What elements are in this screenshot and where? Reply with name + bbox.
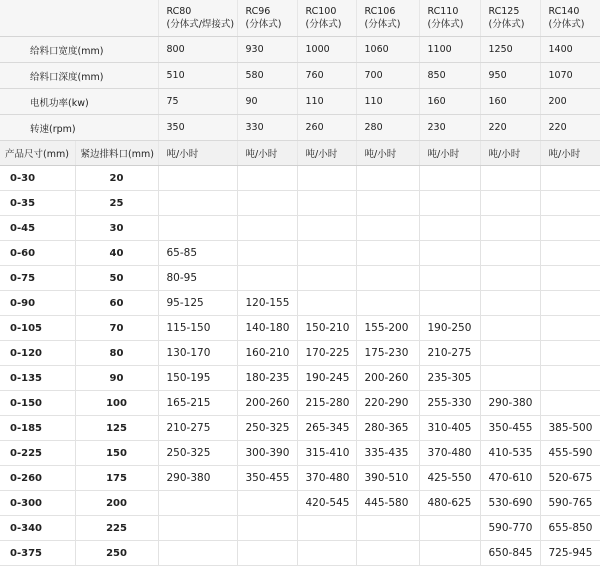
- model-header: [297, 0, 356, 37]
- product-size-cell: 0-105: [0, 316, 75, 341]
- model-type: (分体式): [245, 19, 282, 30]
- spec-value: 220: [480, 115, 540, 141]
- capacity-cell: 650-845: [480, 541, 540, 566]
- capacity-cell: [480, 241, 540, 266]
- capacity-cell: 590-770: [480, 516, 540, 541]
- outlet-cell: 25: [75, 191, 158, 216]
- capacity-cell: [297, 516, 356, 541]
- table-row: [0, 191, 600, 216]
- product-size-cell: 0-135: [0, 366, 75, 391]
- capacity-cell: 155-200: [356, 316, 419, 341]
- product-size-cell: 0-300: [0, 491, 75, 516]
- model-header: [480, 0, 540, 37]
- capacity-cell: [356, 266, 419, 291]
- product-size-cell: 0-35: [0, 191, 75, 216]
- capacity-cell: 65-85: [158, 241, 237, 266]
- capacity-cell: [297, 291, 356, 316]
- table-row: [0, 541, 600, 566]
- table-row: [0, 391, 600, 416]
- capacity-cell: [480, 366, 540, 391]
- capacity-cell: [158, 491, 237, 516]
- capacity-cell: 80-95: [158, 266, 237, 291]
- capacity-cell: [237, 241, 297, 266]
- capacity-cell: 350-455: [237, 466, 297, 491]
- capacity-cell: [356, 291, 419, 316]
- capacity-cell: 170-225: [297, 341, 356, 366]
- model-header-row: [0, 0, 600, 37]
- outlet-cell: 125: [75, 416, 158, 441]
- capacity-cell: [419, 216, 480, 241]
- capacity-cell: 390-510: [356, 466, 419, 491]
- capacity-cell: 480-625: [419, 491, 480, 516]
- capacity-cell: [237, 491, 297, 516]
- capacity-cell: [356, 516, 419, 541]
- model-name: RC96: [245, 6, 271, 17]
- capacity-cell: 310-405: [419, 416, 480, 441]
- model-header: [237, 0, 297, 37]
- table-row: [0, 366, 600, 391]
- capacity-cell: 445-580: [356, 491, 419, 516]
- capacity-cell: [540, 316, 600, 341]
- capacity-cell: 190-245: [297, 366, 356, 391]
- units-header-row: [0, 141, 600, 166]
- model-type: (分体式): [488, 19, 525, 30]
- table-row: [0, 316, 600, 341]
- capacity-cell: [480, 266, 540, 291]
- capacity-cell: [158, 216, 237, 241]
- spec-value: 580: [237, 63, 297, 89]
- capacity-cell: 590-765: [540, 491, 600, 516]
- capacity-cell: 280-365: [356, 416, 419, 441]
- table-row: [0, 166, 600, 191]
- capacity-unit-header: 吨/小时: [158, 141, 237, 166]
- capacity-cell: 455-590: [540, 441, 600, 466]
- capacity-cell: [540, 216, 600, 241]
- table-row: [0, 516, 600, 541]
- capacity-cell: 200-260: [356, 366, 419, 391]
- capacity-cell: [480, 341, 540, 366]
- capacity-cell: 335-435: [356, 441, 419, 466]
- product-size-cell: 0-45: [0, 216, 75, 241]
- capacity-cell: 250-325: [237, 416, 297, 441]
- spec-value: 760: [297, 63, 356, 89]
- header-corner: [0, 0, 158, 37]
- outlet-cell: 200: [75, 491, 158, 516]
- model-type: (分体式): [305, 19, 342, 30]
- capacity-unit-header: 吨/小时: [297, 141, 356, 166]
- model-type: (分体式/焊接式): [166, 19, 235, 30]
- capacity-cell: [356, 541, 419, 566]
- table-row: [0, 291, 600, 316]
- capacity-unit-header: 吨/小时: [540, 141, 600, 166]
- capacity-cell: [237, 216, 297, 241]
- capacity-cell: 160-210: [237, 341, 297, 366]
- outlet-cell: 100: [75, 391, 158, 416]
- capacity-cell: [297, 541, 356, 566]
- product-size-cell: 0-225: [0, 441, 75, 466]
- capacity-cell: [297, 166, 356, 191]
- product-size-cell: 0-150: [0, 391, 75, 416]
- outlet-header: 紧边排料口(mm): [75, 141, 158, 166]
- model-type: (分体式): [548, 19, 585, 30]
- capacity-cell: 410-535: [480, 441, 540, 466]
- spec-value: 1400: [540, 37, 600, 63]
- capacity-cell: [540, 241, 600, 266]
- capacity-cell: 425-550: [419, 466, 480, 491]
- table-row: [0, 416, 600, 441]
- capacity-cell: [158, 541, 237, 566]
- table-row: [0, 341, 600, 366]
- capacity-cell: 150-210: [297, 316, 356, 341]
- spec-value: 160: [419, 89, 480, 115]
- spec-value: 1100: [419, 37, 480, 63]
- product-size-cell: 0-90: [0, 291, 75, 316]
- capacity-cell: 470-610: [480, 466, 540, 491]
- table-row: [0, 441, 600, 466]
- capacity-cell: [480, 166, 540, 191]
- model-name: RC140: [548, 6, 580, 17]
- spec-label: 转速(rpm): [0, 115, 158, 141]
- capacity-cell: [297, 191, 356, 216]
- capacity-cell: [356, 166, 419, 191]
- capacity-cell: 120-155: [237, 291, 297, 316]
- capacity-cell: 290-380: [158, 466, 237, 491]
- spec-value: 200: [540, 89, 600, 115]
- spec-value: 220: [540, 115, 600, 141]
- capacity-cell: [480, 191, 540, 216]
- spec-value: 280: [356, 115, 419, 141]
- product-size-cell: 0-375: [0, 541, 75, 566]
- capacity-cell: [419, 541, 480, 566]
- spec-row: [0, 63, 600, 89]
- capacity-cell: [540, 341, 600, 366]
- capacity-cell: 255-330: [419, 391, 480, 416]
- outlet-cell: 70: [75, 316, 158, 341]
- model-header: [356, 0, 419, 37]
- capacity-cell: [480, 291, 540, 316]
- capacity-cell: [419, 291, 480, 316]
- spec-row: [0, 37, 600, 63]
- capacity-cell: 200-260: [237, 391, 297, 416]
- capacity-cell: [297, 216, 356, 241]
- capacity-cell: 265-345: [297, 416, 356, 441]
- spec-row: [0, 115, 600, 141]
- spec-value: 800: [158, 37, 237, 63]
- capacity-unit-header: 吨/小时: [480, 141, 540, 166]
- capacity-cell: [237, 191, 297, 216]
- capacity-cell: [158, 166, 237, 191]
- capacity-cell: 215-280: [297, 391, 356, 416]
- model-name: RC80: [166, 6, 192, 17]
- outlet-cell: 175: [75, 466, 158, 491]
- table-row: [0, 266, 600, 291]
- capacity-cell: [480, 216, 540, 241]
- outlet-cell: 40: [75, 241, 158, 266]
- model-header: [419, 0, 480, 37]
- model-header: [540, 0, 600, 37]
- capacity-cell: [419, 191, 480, 216]
- product-size-cell: 0-75: [0, 266, 75, 291]
- model-name: RC110: [427, 6, 459, 17]
- capacity-cell: [419, 266, 480, 291]
- capacity-unit-header: 吨/小时: [237, 141, 297, 166]
- capacity-cell: 530-690: [480, 491, 540, 516]
- table-row: [0, 216, 600, 241]
- capacity-cell: 115-150: [158, 316, 237, 341]
- spec-value: 260: [297, 115, 356, 141]
- model-type: (分体式): [427, 19, 464, 30]
- model-header: [158, 0, 237, 37]
- capacity-cell: [237, 266, 297, 291]
- outlet-cell: 50: [75, 266, 158, 291]
- spec-label: 给料口深度(mm): [0, 63, 158, 89]
- capacity-cell: 315-410: [297, 441, 356, 466]
- capacity-cell: 250-325: [158, 441, 237, 466]
- model-name: RC100: [305, 6, 337, 17]
- spec-value: 350: [158, 115, 237, 141]
- outlet-cell: 250: [75, 541, 158, 566]
- outlet-cell: 80: [75, 341, 158, 366]
- capacity-cell: [540, 191, 600, 216]
- spec-value: 110: [356, 89, 419, 115]
- spec-value: 1000: [297, 37, 356, 63]
- capacity-cell: 235-305: [419, 366, 480, 391]
- product-size-cell: 0-30: [0, 166, 75, 191]
- spec-value: 330: [237, 115, 297, 141]
- capacity-cell: 725-945: [540, 541, 600, 566]
- capacity-cell: [540, 166, 600, 191]
- capacity-cell: [480, 316, 540, 341]
- capacity-cell: 370-480: [419, 441, 480, 466]
- capacity-cell: [356, 216, 419, 241]
- capacity-cell: [419, 166, 480, 191]
- product-size-cell: 0-120: [0, 341, 75, 366]
- spec-value: 510: [158, 63, 237, 89]
- product-size-header: 产品尺寸(mm): [0, 141, 75, 166]
- capacity-cell: 220-290: [356, 391, 419, 416]
- spec-value: 850: [419, 63, 480, 89]
- capacity-cell: 165-215: [158, 391, 237, 416]
- capacity-unit-header: 吨/小时: [419, 141, 480, 166]
- capacity-cell: 150-195: [158, 366, 237, 391]
- outlet-cell: 60: [75, 291, 158, 316]
- product-size-cell: 0-260: [0, 466, 75, 491]
- spec-value: 1070: [540, 63, 600, 89]
- capacity-cell: [540, 366, 600, 391]
- outlet-cell: 90: [75, 366, 158, 391]
- capacity-cell: 370-480: [297, 466, 356, 491]
- model-name: RC125: [488, 6, 520, 17]
- spec-label: 给料口宽度(mm): [0, 37, 158, 63]
- table-row: [0, 241, 600, 266]
- outlet-cell: 150: [75, 441, 158, 466]
- capacity-cell: 655-850: [540, 516, 600, 541]
- capacity-cell: 180-235: [237, 366, 297, 391]
- table-row: [0, 491, 600, 516]
- capacity-unit-header: 吨/小时: [356, 141, 419, 166]
- capacity-cell: 300-390: [237, 441, 297, 466]
- capacity-cell: [158, 516, 237, 541]
- spec-value: 1060: [356, 37, 419, 63]
- spec-value: 90: [237, 89, 297, 115]
- capacity-cell: [237, 516, 297, 541]
- spec-value: 110: [297, 89, 356, 115]
- spec-value: 75: [158, 89, 237, 115]
- capacity-cell: [356, 191, 419, 216]
- spec-label: 电机功率(kw): [0, 89, 158, 115]
- capacity-cell: [540, 291, 600, 316]
- capacity-cell: [419, 241, 480, 266]
- model-name: RC106: [364, 6, 396, 17]
- capacity-cell: 420-545: [297, 491, 356, 516]
- capacity-cell: [237, 166, 297, 191]
- spec-value: 1250: [480, 37, 540, 63]
- outlet-cell: 20: [75, 166, 158, 191]
- spec-value: 950: [480, 63, 540, 89]
- capacity-cell: 210-275: [419, 341, 480, 366]
- outlet-cell: 225: [75, 516, 158, 541]
- capacity-cell: 175-230: [356, 341, 419, 366]
- capacity-cell: 95-125: [158, 291, 237, 316]
- capacity-cell: [297, 266, 356, 291]
- capacity-cell: [419, 516, 480, 541]
- table-row: [0, 466, 600, 491]
- capacity-cell: 520-675: [540, 466, 600, 491]
- capacity-cell: 350-455: [480, 416, 540, 441]
- capacity-cell: 130-170: [158, 341, 237, 366]
- capacity-cell: 290-380: [480, 391, 540, 416]
- capacity-cell: [237, 541, 297, 566]
- model-type: (分体式): [364, 19, 401, 30]
- capacity-cell: 210-275: [158, 416, 237, 441]
- product-size-cell: 0-185: [0, 416, 75, 441]
- product-size-cell: 0-60: [0, 241, 75, 266]
- spec-value: 700: [356, 63, 419, 89]
- capacity-cell: [540, 266, 600, 291]
- capacity-cell: [356, 241, 419, 266]
- capacity-cell: [297, 241, 356, 266]
- spec-value: 930: [237, 37, 297, 63]
- outlet-cell: 30: [75, 216, 158, 241]
- capacity-cell: [158, 191, 237, 216]
- spec-value: 230: [419, 115, 480, 141]
- capacity-cell: 140-180: [237, 316, 297, 341]
- spec-value: 160: [480, 89, 540, 115]
- product-size-cell: 0-340: [0, 516, 75, 541]
- capacity-cell: [540, 391, 600, 416]
- spec-row: [0, 89, 600, 115]
- capacity-cell: 385-500: [540, 416, 600, 441]
- capacity-cell: 190-250: [419, 316, 480, 341]
